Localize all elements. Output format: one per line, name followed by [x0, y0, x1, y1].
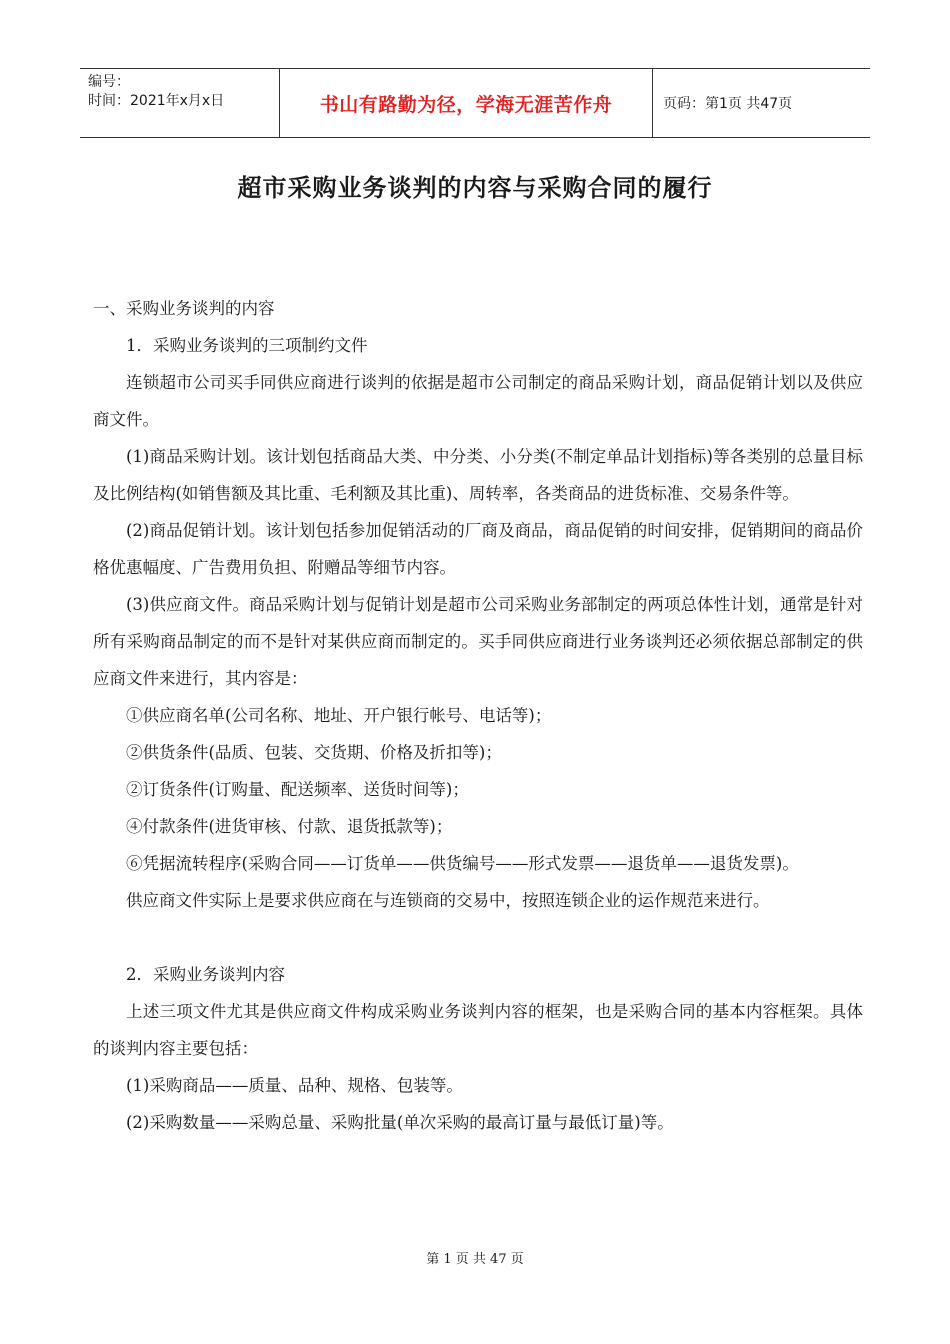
header-motto: 书山有路勤为径，学海无涯苦作舟: [280, 69, 653, 137]
section1-heading: 一、采购业务谈判的内容: [93, 299, 275, 318]
list-item: ②订货条件(订购量、配送频率、送货时间等)；: [126, 780, 469, 799]
paragraph: 供应商文件实际上是要求供应商在与连锁商的交易中，按照连锁企业的运作规范来进行。: [126, 891, 770, 910]
paragraph: (2)商品促销计划。该计划包括参加促销活动的厂商及商品，商品促销的时间安排，促销期间的商品价格优惠幅度、广告费用负担、附赠品等细节内容。: [93, 521, 863, 577]
document-title: 超市采购业务谈判的内容与采购合同的履行: [237, 174, 713, 202]
sub1-heading: 1．采购业务谈判的三项制约文件: [126, 336, 368, 355]
spacer: [93, 919, 863, 956]
document-header: [80, 68, 870, 138]
number-label: 编号：: [88, 74, 130, 90]
paragraph: 上述三项文件尤其是供应商文件构成采购业务谈判内容的框架，也是采购合同的基本内容框架。具体的谈判内容主要包括：: [93, 1002, 863, 1058]
document-body: [93, 290, 863, 1141]
page-footer: 第 1 页 共 47 页: [426, 1252, 524, 1267]
list-item: ④付款条件(进货审核、付款、退货抵款等)；: [126, 817, 453, 836]
paragraph: (1)商品采购计划。该计划包括商品大类、中分类、小分类(不制定单品计划指标)等各类别的总量目标及比例结构(如销售额及其比重、毛利额及其比重)、周转率，各类商品的进货标准、交易条件等。: [93, 447, 863, 503]
paragraph: (3)供应商文件。商品采购计划与促销计划是超市公司采购业务部制定的两项总体性计划，通常是针对所有采购商品制定的而不是针对某供应商而制定的。买手同供应商进行业务谈判还必须依据总部制定的供应商文件来进行，其内容是：: [93, 595, 863, 688]
list-item: ①供应商名单(公司名称、地址、开户银行帐号、电话等)；: [126, 706, 552, 725]
list-item: (2)采购数量——采购总量、采购批量(单次采购的最高订量与最低订量)等。: [126, 1113, 674, 1132]
time-label: 时间：2021年x月x日: [88, 93, 225, 109]
sub2-heading: 2．采购业务谈判内容: [126, 965, 285, 984]
header-meta: [80, 69, 280, 137]
list-item: ②供货条件(品质、包装、交货期、价格及折扣等)；: [126, 743, 502, 762]
paragraph: 连锁超市公司买手同供应商进行谈判的依据是超市公司制定的商品采购计划，商品促销计划以及供应商文件。: [93, 373, 863, 429]
list-item: ⑥凭据流转程序(采购合同——订货单——供货编号——形式发票——退货单——退货发票)。: [126, 854, 799, 873]
list-item: (1)采购商品——质量、品种、规格、包装等。: [126, 1076, 463, 1095]
header-page-info: 页码：第1页 共47页: [663, 96, 793, 112]
